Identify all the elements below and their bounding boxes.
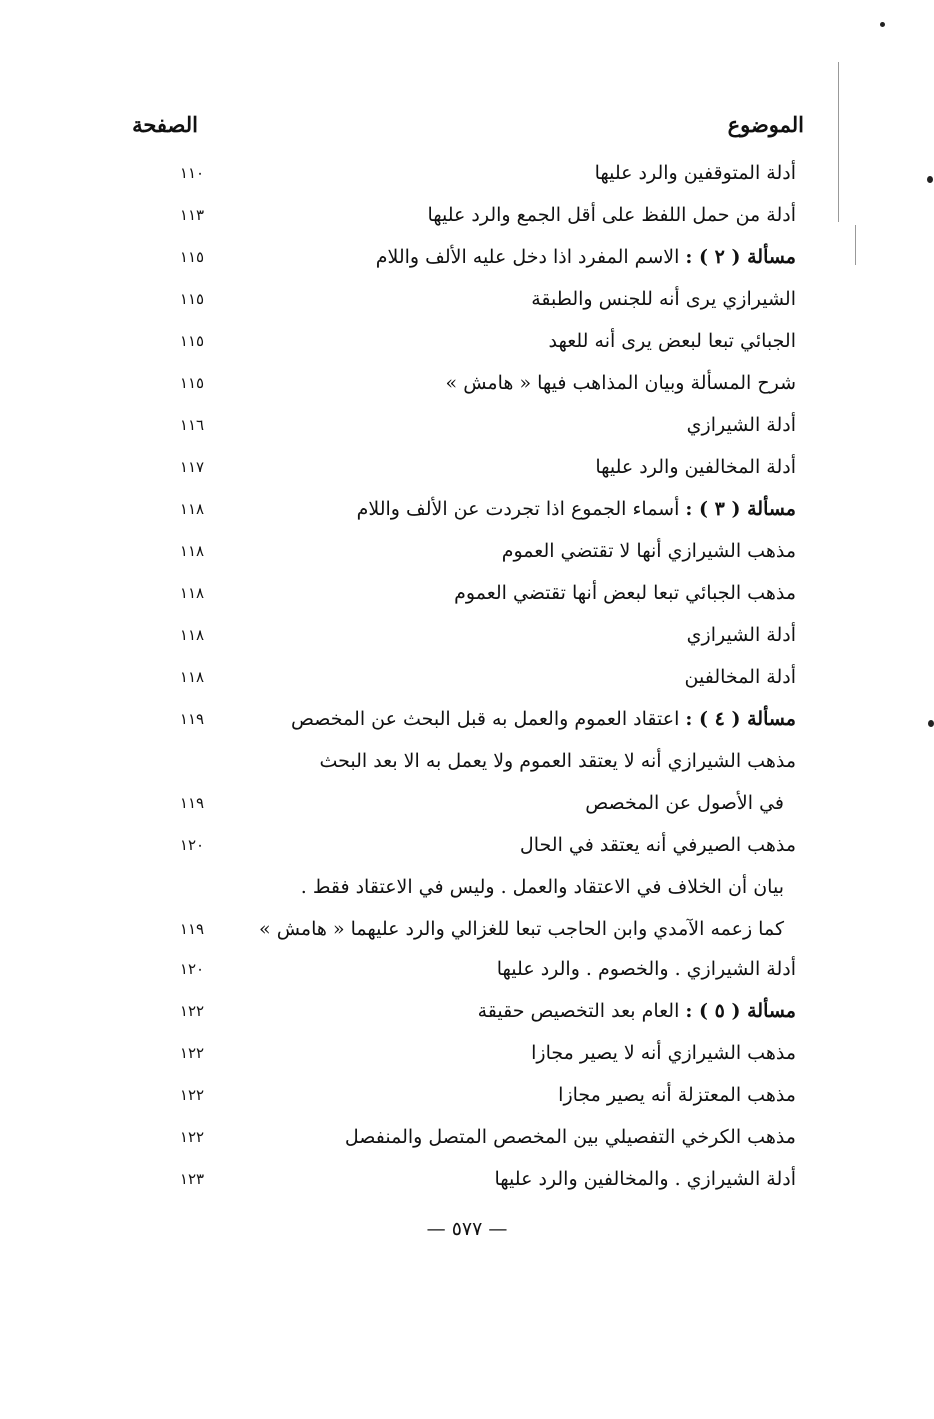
toc-entry-page: ١١٨ (179, 668, 205, 686)
toc-entry-text: في الأصول عن المخصص (585, 792, 784, 814)
toc-entry-page: ١١٧ (179, 458, 205, 476)
issue-label: مسألة ( ٢ ) : (685, 246, 796, 268)
toc-entry-text: مذهب الكرخي التفصيلي بين المخصص المتصل والمنفصل (344, 1126, 796, 1148)
toc-entry (0, 1000, 934, 1042)
toc-entry-title (301, 876, 784, 898)
toc-entry-title (478, 1000, 796, 1022)
toc-entry (0, 456, 934, 498)
toc-entry-title (595, 456, 796, 478)
toc-entry-title (502, 540, 796, 562)
toc-entry-page: ١١٥ (179, 248, 205, 266)
toc-entry-text: أدلة الشيرازي (686, 414, 796, 436)
toc-entry (0, 708, 934, 750)
scan-dot (928, 720, 934, 727)
toc-entry (0, 330, 934, 372)
toc-entry-title (595, 162, 796, 184)
toc-entry (0, 666, 934, 708)
toc-entry-title (531, 1042, 796, 1064)
toc-entry-text: بيان أن الخلاف في الاعتقاد والعمل . وليس في الاعتقاد فقط . (300, 876, 784, 898)
toc-entry-text: مذهب الشيرازي أنه لا يصير مجازا (531, 1042, 796, 1064)
toc-entry-text: مذهب المعتزلة أنه يصير مجازا (558, 1084, 796, 1106)
toc-entry-text: اعتقاد العموم والعمل به قبل البحث عن المخصص (291, 708, 680, 730)
toc-entry (0, 162, 934, 204)
toc-entry-page: ١١٩ (179, 710, 205, 728)
toc-entry-text: أدلة الشيرازي . والخصوم . والرد عليها (496, 958, 796, 980)
toc-entry-text: الشيرازي يرى أنه للجنس والطبقة (531, 288, 796, 310)
toc-entry-title (685, 666, 796, 688)
toc-entry-page: ١١٥ (179, 290, 205, 308)
toc-entry (0, 1168, 934, 1210)
issue-label: مسألة ( ٤ ) : (685, 708, 796, 730)
toc-entry-text: أدلة المتوقفين والرد عليها (594, 162, 796, 184)
toc-entry-page: ١٢٣ (179, 1170, 205, 1188)
toc-entry-text: الجبائي تبعا لبعض يرى أنه للعهد (548, 330, 796, 352)
toc-entry-text: أدلة الشيرازي . والمخالفين والرد عليها (494, 1168, 796, 1190)
toc-entry-page: ١١٩ (179, 794, 205, 812)
toc-entry-text: أدلة المخالفين (684, 666, 796, 688)
toc-entry-text: شرح المسألة وبيان المذاهب فيها « هامش » (445, 372, 796, 394)
toc-entry-page: ١١٥ (179, 332, 205, 350)
topic-column-header: الموضوع (727, 112, 804, 137)
toc-entry-page: ١٢٠ (179, 960, 205, 978)
toc-entry (0, 414, 934, 456)
toc-entry-text: مذهب الشيرازي أنه لا يعتقد العموم ولا يعمل به الا بعد البحث (319, 750, 796, 772)
toc-entry-text: العام بعد التخصيص حقيقة (477, 1000, 680, 1022)
toc-entry-title (446, 372, 796, 394)
toc-entry (0, 918, 934, 960)
toc-entry (0, 750, 934, 792)
page-number: — ٥٧٧ — (426, 1218, 508, 1240)
toc-entry-title (376, 246, 796, 268)
toc-entry (0, 834, 934, 876)
toc-entry (0, 876, 934, 918)
scan-edge-line (855, 225, 856, 265)
toc-entry-text: مذهب الجبائي تبعا لبعض أنها تقتضي العموم (454, 582, 796, 604)
toc-entry-text: أدلة المخالفين والرد عليها (595, 456, 796, 478)
toc-entry-text: أدلة من حمل اللفظ على أقل الجمع والرد عليها (427, 204, 796, 226)
toc-entry-title (687, 624, 796, 646)
toc-entry (0, 288, 934, 330)
toc-entry-title (259, 918, 784, 940)
toc-entry-page: ١٢٢ (179, 1128, 205, 1146)
toc-entry (0, 204, 934, 246)
toc-entry-page: ١٢٢ (179, 1086, 205, 1104)
toc-entry-page: ١١٣ (179, 206, 205, 224)
toc-entry-text: مذهب الشيرازي أنها لا تقتضي العموم (501, 540, 796, 562)
toc-entry-title (558, 1084, 796, 1106)
toc-entry-title (531, 288, 796, 310)
issue-label: مسألة ( ٥ ) : (685, 1000, 796, 1022)
scan-dot (927, 176, 933, 183)
toc-entry-title (497, 958, 796, 980)
toc-entry-title (585, 792, 784, 814)
toc-entry-title (427, 204, 796, 226)
toc-entry (0, 1126, 934, 1168)
toc-entry-title (291, 708, 796, 730)
toc-entry-text: مذهب الصيرفي أنه يعتقد في الحال (519, 834, 796, 856)
toc-entry (0, 792, 934, 834)
toc-entry-page: ١١٥ (179, 374, 205, 392)
toc-entry-text: أسماء الجموع اذا تجردت عن الألف واللام (356, 498, 680, 520)
toc-entry (0, 1042, 934, 1084)
toc-entry-page: ١٢٢ (179, 1044, 205, 1062)
toc-entry-text: كما زعمه الآمدي وابن الحاجب تبعا للغزالي والرد عليهما « هامش » (259, 918, 784, 940)
toc-entry (0, 582, 934, 624)
toc-entry-title (345, 1126, 796, 1148)
toc-entry-title (520, 834, 796, 856)
toc-entry-page: ١١٨ (179, 584, 205, 602)
issue-label: مسألة ( ٣ ) : (685, 498, 796, 520)
scan-dot (880, 22, 885, 27)
toc-entry-text: الاسم المفرد اذا دخل عليه الألف واللام (375, 246, 680, 268)
toc-entry (0, 372, 934, 414)
toc-entry (0, 1084, 934, 1126)
toc-entry-page: ١١٦ (179, 416, 205, 434)
toc-entry (0, 246, 934, 288)
toc-entry-title (495, 1168, 797, 1190)
toc-entry-title (357, 498, 796, 520)
toc-entry-title (687, 414, 796, 436)
toc-entry (0, 540, 934, 582)
toc-entry-page: ١١٨ (179, 500, 205, 518)
toc-entry (0, 958, 934, 1000)
toc-entry (0, 498, 934, 540)
toc-entry-title (454, 582, 796, 604)
scan-edge-line (838, 62, 839, 222)
toc-entry-page: ١٢٢ (179, 1002, 205, 1020)
toc-entry-page: ١١٨ (179, 542, 205, 560)
page-column-header: الصفحة (132, 112, 198, 137)
toc-entry (0, 624, 934, 666)
toc-entry-page: ١٢٠ (179, 836, 205, 854)
toc-entry-title (549, 330, 797, 352)
toc-entry-text: أدلة الشيرازي (686, 624, 796, 646)
toc-entry-page: ١١٠ (179, 164, 205, 182)
toc-entry-page: ١١٨ (179, 626, 205, 644)
toc-entry-page: ١١٩ (179, 920, 205, 938)
toc-entry-title (319, 750, 796, 772)
